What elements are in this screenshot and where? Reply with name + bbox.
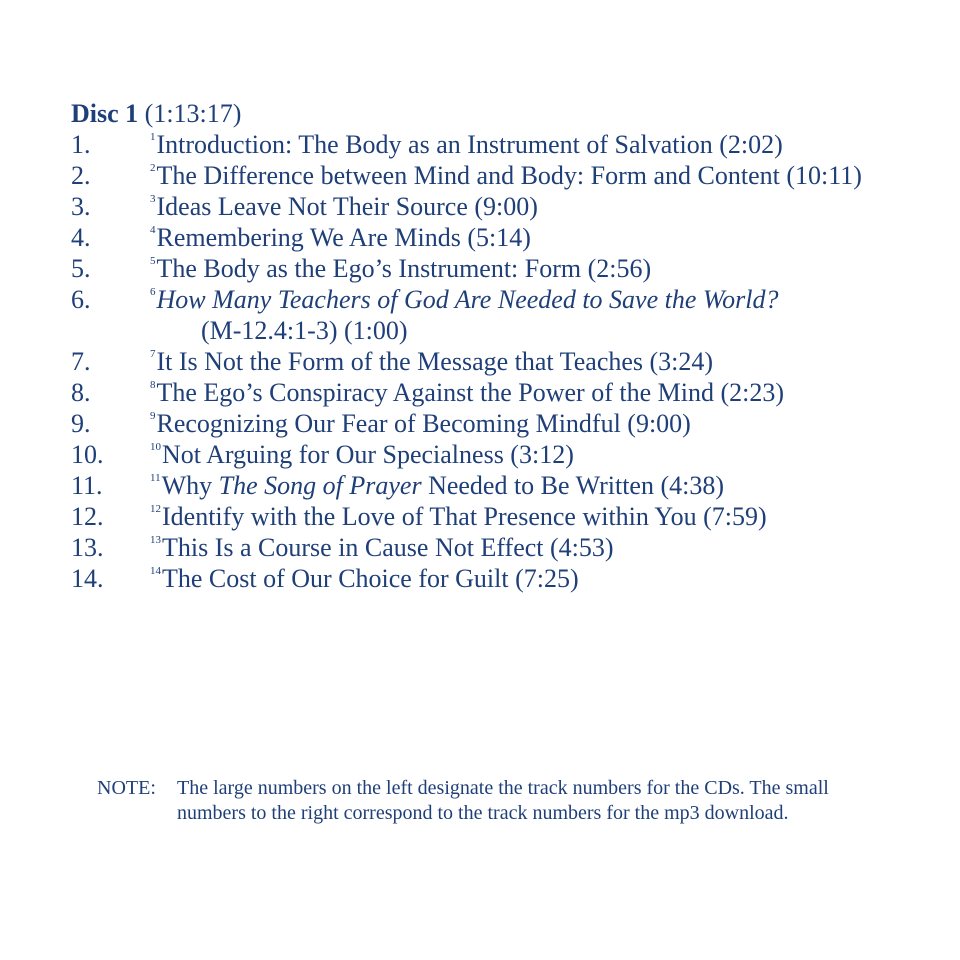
track-number: 8. xyxy=(71,378,91,407)
track-row xyxy=(71,129,951,160)
track-title-segment: Why xyxy=(161,471,219,500)
track-number: 3. xyxy=(71,192,91,221)
mp3-track-number: 5 xyxy=(150,255,156,267)
track-row xyxy=(71,439,951,470)
track-title xyxy=(150,284,779,315)
track-title-continuation: (M-12.4:1-3) (1:00) xyxy=(201,316,408,345)
mp3-track-number: 1 xyxy=(150,131,156,143)
track-number: 5. xyxy=(71,254,91,283)
track-number: 6. xyxy=(71,285,91,314)
mp3-track-number: 10 xyxy=(150,441,161,453)
track-row xyxy=(71,191,951,222)
note-label: NOTE: xyxy=(97,777,156,799)
track-row xyxy=(71,501,951,532)
mp3-track-number: 2 xyxy=(150,162,156,174)
track-number: 14. xyxy=(71,564,104,593)
track-number: 12. xyxy=(71,502,104,531)
track-title xyxy=(150,501,767,532)
note-text xyxy=(177,776,877,826)
track-number: 13. xyxy=(71,533,104,562)
track-row xyxy=(71,284,951,315)
note-line: numbers to the right correspond to the track numbers for the mp3 download. xyxy=(177,802,789,824)
track-title xyxy=(150,222,531,253)
track-title xyxy=(150,470,724,501)
track-title xyxy=(150,160,862,191)
track-title-segment: The Song of Prayer xyxy=(218,471,422,500)
track-title-segment: Needed to Be Written (4:38) xyxy=(421,471,725,500)
track-number: 10. xyxy=(71,440,104,469)
track-title xyxy=(150,439,574,470)
track-row xyxy=(71,222,951,253)
track-number: 9. xyxy=(71,409,91,438)
mp3-track-number: 6 xyxy=(150,286,156,298)
track-title-segment: Not Arguing for Our Specialness (3:12) xyxy=(162,440,574,469)
track-number: 2. xyxy=(71,161,91,190)
track-title-segment: It Is Not the Form of the Message that Teaches (3:24) xyxy=(156,347,714,376)
track-title-segment: The Difference between Mind and Body: Form and Content (10:11) xyxy=(156,161,862,190)
mp3-track-number: 9 xyxy=(150,410,156,422)
disc-duration: (1:13:17) xyxy=(144,99,242,128)
track-title-segment: Recognizing Our Fear of Becoming Mindful (9:00) xyxy=(156,409,691,438)
mp3-track-number: 12 xyxy=(150,503,161,515)
track-row xyxy=(71,346,951,377)
track-title xyxy=(150,408,691,439)
track-title xyxy=(150,377,784,408)
track-row-continuation xyxy=(71,315,951,346)
track-title-segment: The Cost of Our Choice for Guilt (7:25) xyxy=(162,564,579,593)
mp3-track-number: 4 xyxy=(150,224,156,236)
track-title xyxy=(150,253,651,284)
track-title-segment: Introduction: The Body as an Instrument of Salvation (2:02) xyxy=(156,130,783,159)
track-row xyxy=(71,470,951,501)
track-title xyxy=(150,563,579,594)
mp3-track-number: 11 xyxy=(150,472,161,484)
track-title-segment: This Is a Course in Cause Not Effect (4:53) xyxy=(162,533,614,562)
track-list xyxy=(71,129,951,594)
track-title-segment: Identify with the Love of That Presence within You (7:59) xyxy=(162,502,767,531)
track-number: 4. xyxy=(71,223,91,252)
mp3-track-number: 7 xyxy=(150,348,156,360)
disc-label: Disc 1 xyxy=(71,99,139,128)
track-title xyxy=(150,346,713,377)
track-number: 11. xyxy=(71,471,103,500)
track-row xyxy=(71,408,951,439)
track-number: 1. xyxy=(71,130,91,159)
track-title-segment: Ideas Leave Not Their Source (9:00) xyxy=(156,192,538,221)
track-title-segment: How Many Teachers of God Are Needed to Save the World? xyxy=(156,285,779,314)
track-number: 7. xyxy=(71,347,91,376)
mp3-track-number: 8 xyxy=(150,379,156,391)
track-title xyxy=(150,129,783,160)
track-title-segment: The Body as the Ego’s Instrument: Form (2:56) xyxy=(156,254,652,283)
mp3-track-number: 13 xyxy=(150,534,161,546)
track-row xyxy=(71,563,951,594)
note-line: The large numbers on the left designate the track numbers for the CDs. The small xyxy=(177,777,829,799)
mp3-track-number: 14 xyxy=(150,565,161,577)
track-title xyxy=(150,532,614,563)
track-row xyxy=(71,377,951,408)
track-row xyxy=(71,253,951,284)
disc-heading xyxy=(71,98,241,129)
track-row xyxy=(71,532,951,563)
track-row xyxy=(71,160,951,191)
mp3-track-number: 3 xyxy=(150,193,156,205)
track-title-segment: The Ego’s Conspiracy Against the Power of the Mind (2:23) xyxy=(156,378,785,407)
track-title xyxy=(150,191,538,222)
track-title-segment: Remembering We Are Minds (5:14) xyxy=(156,223,531,252)
